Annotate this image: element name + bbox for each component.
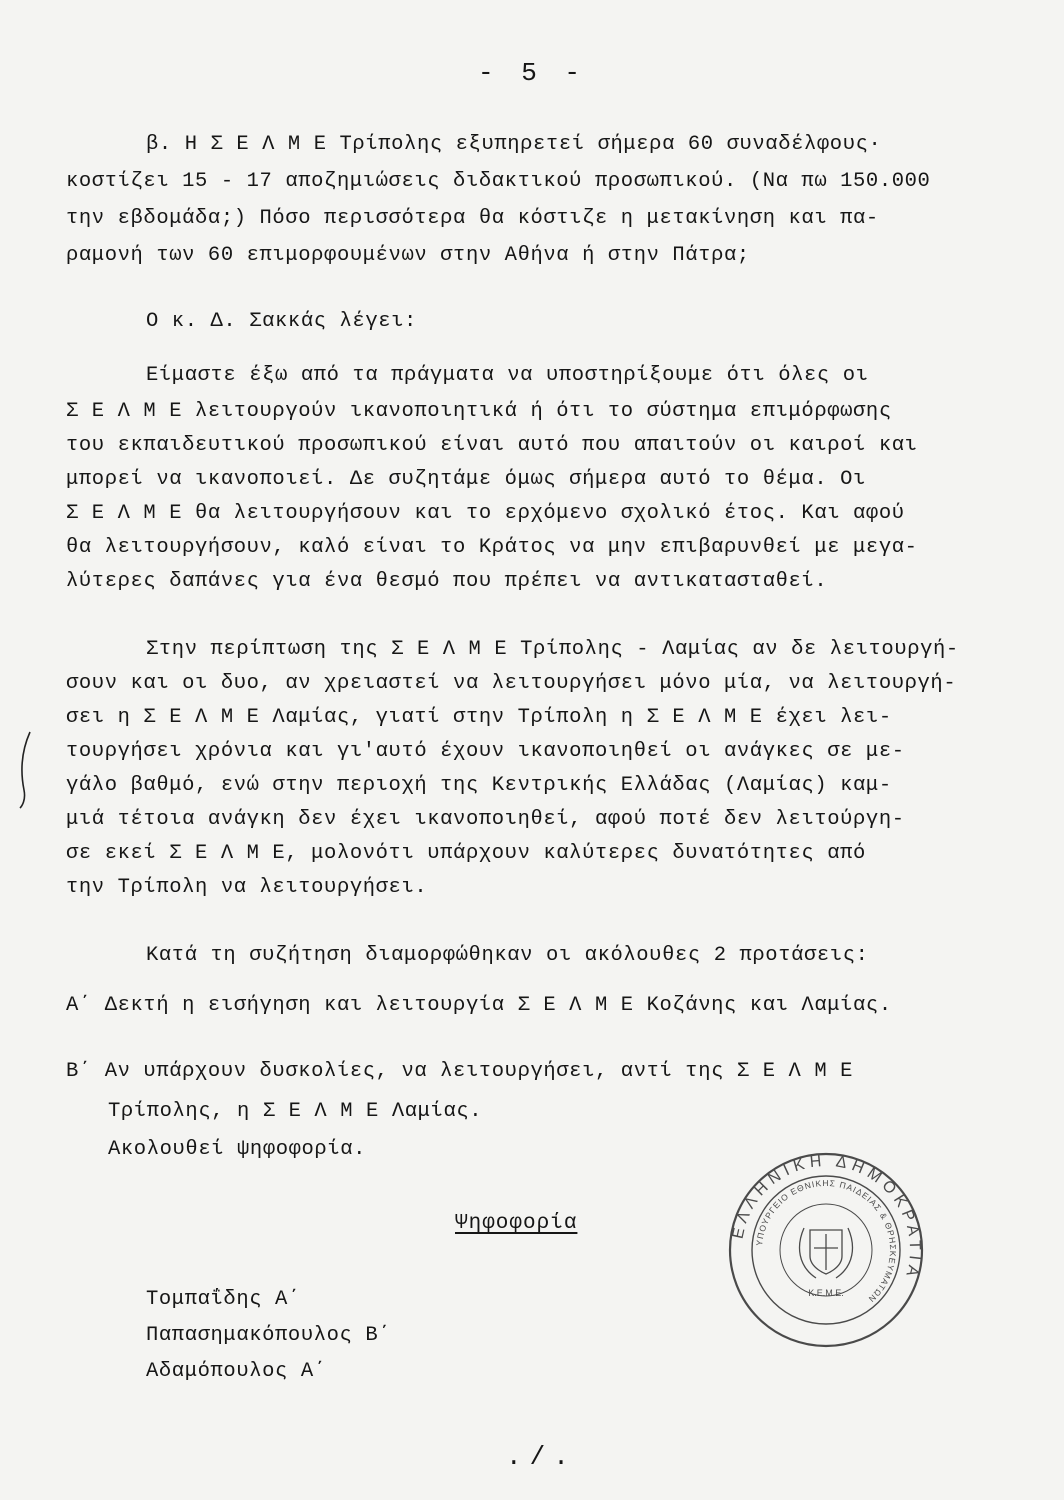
voter-name: Παπασημακόπουλος [146, 1324, 353, 1347]
text-line: ραμονή των 60 επιμορφουμένων στην Αθήνα ή στην Πάτρα; [66, 244, 750, 267]
text-line: Κατά τη συζήτηση διαμορφώθηκαν οι ακόλουθες 2 προτάσεις: [146, 944, 869, 967]
stamp-inner-text: ΥΠΟΥΡΓΕΙΟ ΕΘΝΙΚΗΣ ΠΑΙΔΕΙΑΣ & ΘΡΗΣΚΕΥΜΑΤΩΝ [754, 1177, 899, 1305]
text-line: Σ Ε Λ Μ Ε λειτουργούν ικανοποιητικά ή ότι το σύστημα επιμόρφωσης [66, 400, 892, 423]
voter-name: Τομπαΐδης [146, 1288, 263, 1311]
coat-of-arms-icon [800, 1228, 853, 1278]
text-line: γάλο βαθμό, ενώ στην περιοχή της Κεντρικής Ελλάδας (Λαμίας) καμ- [66, 774, 892, 797]
margin-pen-mark [16, 730, 36, 810]
text-line: σε εκεί Σ Ε Λ Μ Ε, μολονότι υπάρχουν καλύτερες δυνατότητες από [66, 842, 866, 865]
text-line: τουργήσει χρόνια και γι'αυτό έχουν ικανοποιηθεί οι ανάγκες σε με- [66, 740, 905, 763]
official-stamp [726, 1150, 926, 1350]
text-line: την εβδομάδα;) Πόσο περισσότερα θα κόστιζε η μετακίνηση και πα- [66, 207, 879, 230]
text-line: την Τρίπολη να λειτουργήσει. [66, 876, 428, 899]
vote-entry [146, 1324, 391, 1347]
voter-choice: Β΄ [365, 1324, 392, 1347]
stamp-bottom-text: Κ.Ε.Μ.Ε. [808, 1288, 844, 1298]
vote-follows: Ακολουθεί ψηφοφορία. [108, 1138, 367, 1161]
vote-entry [146, 1288, 301, 1311]
text-line: Είμαστε έξω από τα πράγματα να υποστηρίξουμε ότι όλες οι [146, 364, 869, 387]
stamp-outer-text: ΕΛΛΗΝΙΚΗ ΔΗΜΟΚΡΑΤΙΑ [729, 1152, 924, 1283]
vote-title: Ψηφοφορία [455, 1212, 578, 1235]
text-line: β. Η Σ Ε Λ Μ Ε Τρίπολης εξυπηρετεί σήμερα 60 συναδέλφους· [146, 133, 882, 156]
proposal-b-line1: Β΄ Αν υπάρχουν δυσκολίες, να λειτουργήσει, αντί της Σ Ε Λ Μ Ε [66, 1060, 854, 1083]
voter-name: Αδαμόπουλος [146, 1360, 288, 1383]
voter-choice: Α΄ [300, 1360, 327, 1383]
text-line: σουν και οι δυο, αν χρειαστεί να λειτουργήσει μόνο μία, να λειτουργή- [66, 672, 957, 695]
continuation-mark: ./. [506, 1442, 577, 1472]
text-line: μιά τέτοια ανάγκη δεν έχει ικανοποιηθεί, αφού ποτέ δεν λειτούργη- [66, 808, 905, 831]
text-line: Στην περίπτωση της Σ Ε Λ Μ Ε Τρίπολης - Λαμίας αν δε λειτουργή- [146, 638, 959, 661]
text-line: κοστίζει 15 - 17 αποζημιώσεις διδακτικού προσωπικού. (Να πω 150.000 [66, 170, 931, 193]
text-line: του εκπαιδευτικού προσωπικού είναι αυτό που απαιτούν οι καιροί και [66, 434, 918, 457]
text-line: Σ Ε Λ Μ Ε θα λειτουργήσουν και το ερχόμενο σχολικό έτος. Και αφού [66, 502, 905, 525]
proposal-b-line2: Τρίπολης, η Σ Ε Λ Μ Ε Λαμίας. [108, 1100, 483, 1123]
text-line: σει η Σ Ε Λ Μ Ε Λαμίας, γιατί στην Τρίπολη η Σ Ε Λ Μ Ε έχει λει- [66, 706, 892, 729]
text-line: λύτερες δαπάνες για ένα θεσμό που πρέπει να αντικατασταθεί. [66, 570, 828, 593]
voter-choice: Α΄ [275, 1288, 301, 1311]
text-line: μπορεί να ικανοποιεί. Δε συζητάμε όμως σήμερα αυτό το θέμα. Οι [66, 468, 866, 491]
speaker-line: Ο κ. Δ. Σακκάς λέγει: [146, 310, 417, 333]
page-number: - 5 - [477, 58, 586, 88]
proposal-a: Α΄ Δεκτή η εισήγηση και λειτουργία Σ Ε Λ Μ Ε Κοζάνης και Λαμίας. [66, 994, 892, 1017]
vote-entry [146, 1360, 327, 1383]
text-line: θα λειτουργήσουν, καλό είναι το Κράτος να μην επιβαρυνθεί με μεγα- [66, 536, 918, 559]
